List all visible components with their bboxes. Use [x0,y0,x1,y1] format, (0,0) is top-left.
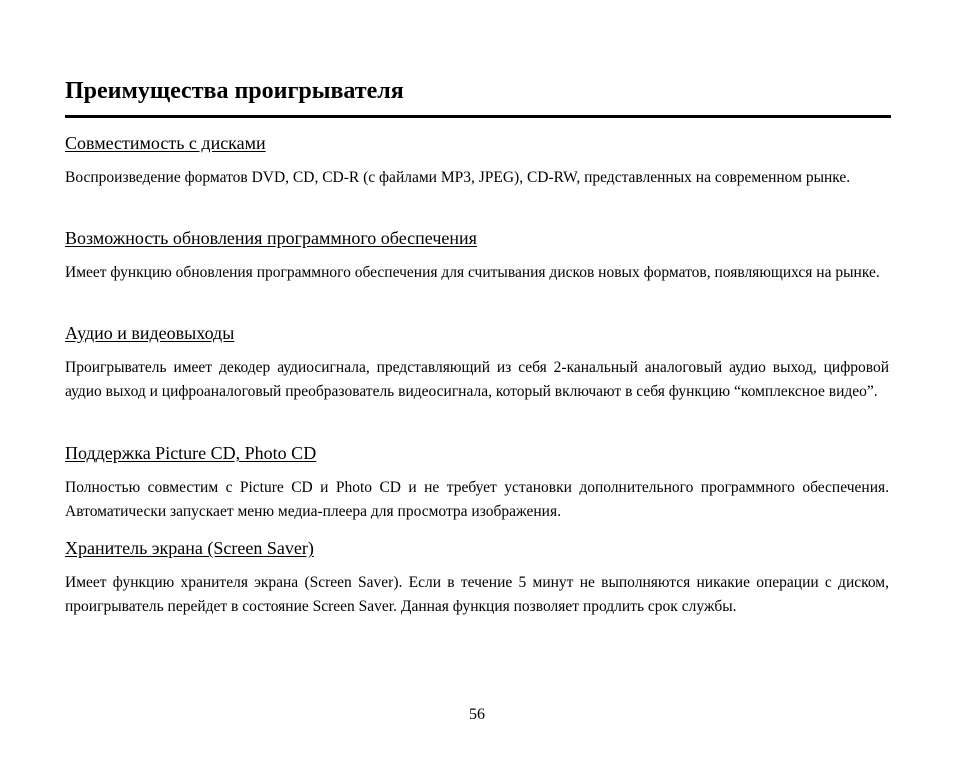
section-heading-disc-compatibility: Совместимость с дисками [65,133,266,153]
page-number: 56 [469,706,485,723]
section-text-software-update: Имеет функцию обновления программного обеспечения для считывания дисков новых форматов, появляющихся на рынке. [65,264,880,281]
section-heading-picture-cd-support: Поддержка Picture CD, Photo CD [65,443,317,463]
section-heading-screen-saver: Хранитель экрана (Screen Saver) [65,538,314,558]
title-divider [65,115,891,118]
section-text-picture-cd-support: Полностью совместим с Picture CD и Photo CD и не требует установки дополнительного программного обеспечения. Автоматически запускает меню медиа-плеера для просмотра изображения. [65,479,889,520]
section-heading-software-update: Возможность обновления программного обеспечения [65,228,477,248]
section-text-screen-saver: Имеет функцию хранителя экрана (Screen Saver). Если в течение 5 минут не выполняются никакие операции с диском, проигрыватель перейдет в состояние Screen Saver. Данная функция позволяет продлить срок службы. [65,574,889,615]
section-text-disc-compatibility: Воспроизведение форматов DVD, CD, CD-R (с файлами MP3, JPEG), CD-RW, представленных на современном рынке. [65,169,851,186]
section-text-audio-video-outputs: Проигрыватель имеет декодер аудиосигнала, представляющий из себя 2-канальный аналоговый аудио выход, цифровой аудио выход и цифроаналоговый преобразователь видеосигнала, который включают в себя функцию “комплексное видео”. [65,359,889,400]
section-heading-audio-video-outputs: Аудио и видеовыходы [65,323,235,343]
page-title: Преимущества проигрывателя [65,78,404,104]
